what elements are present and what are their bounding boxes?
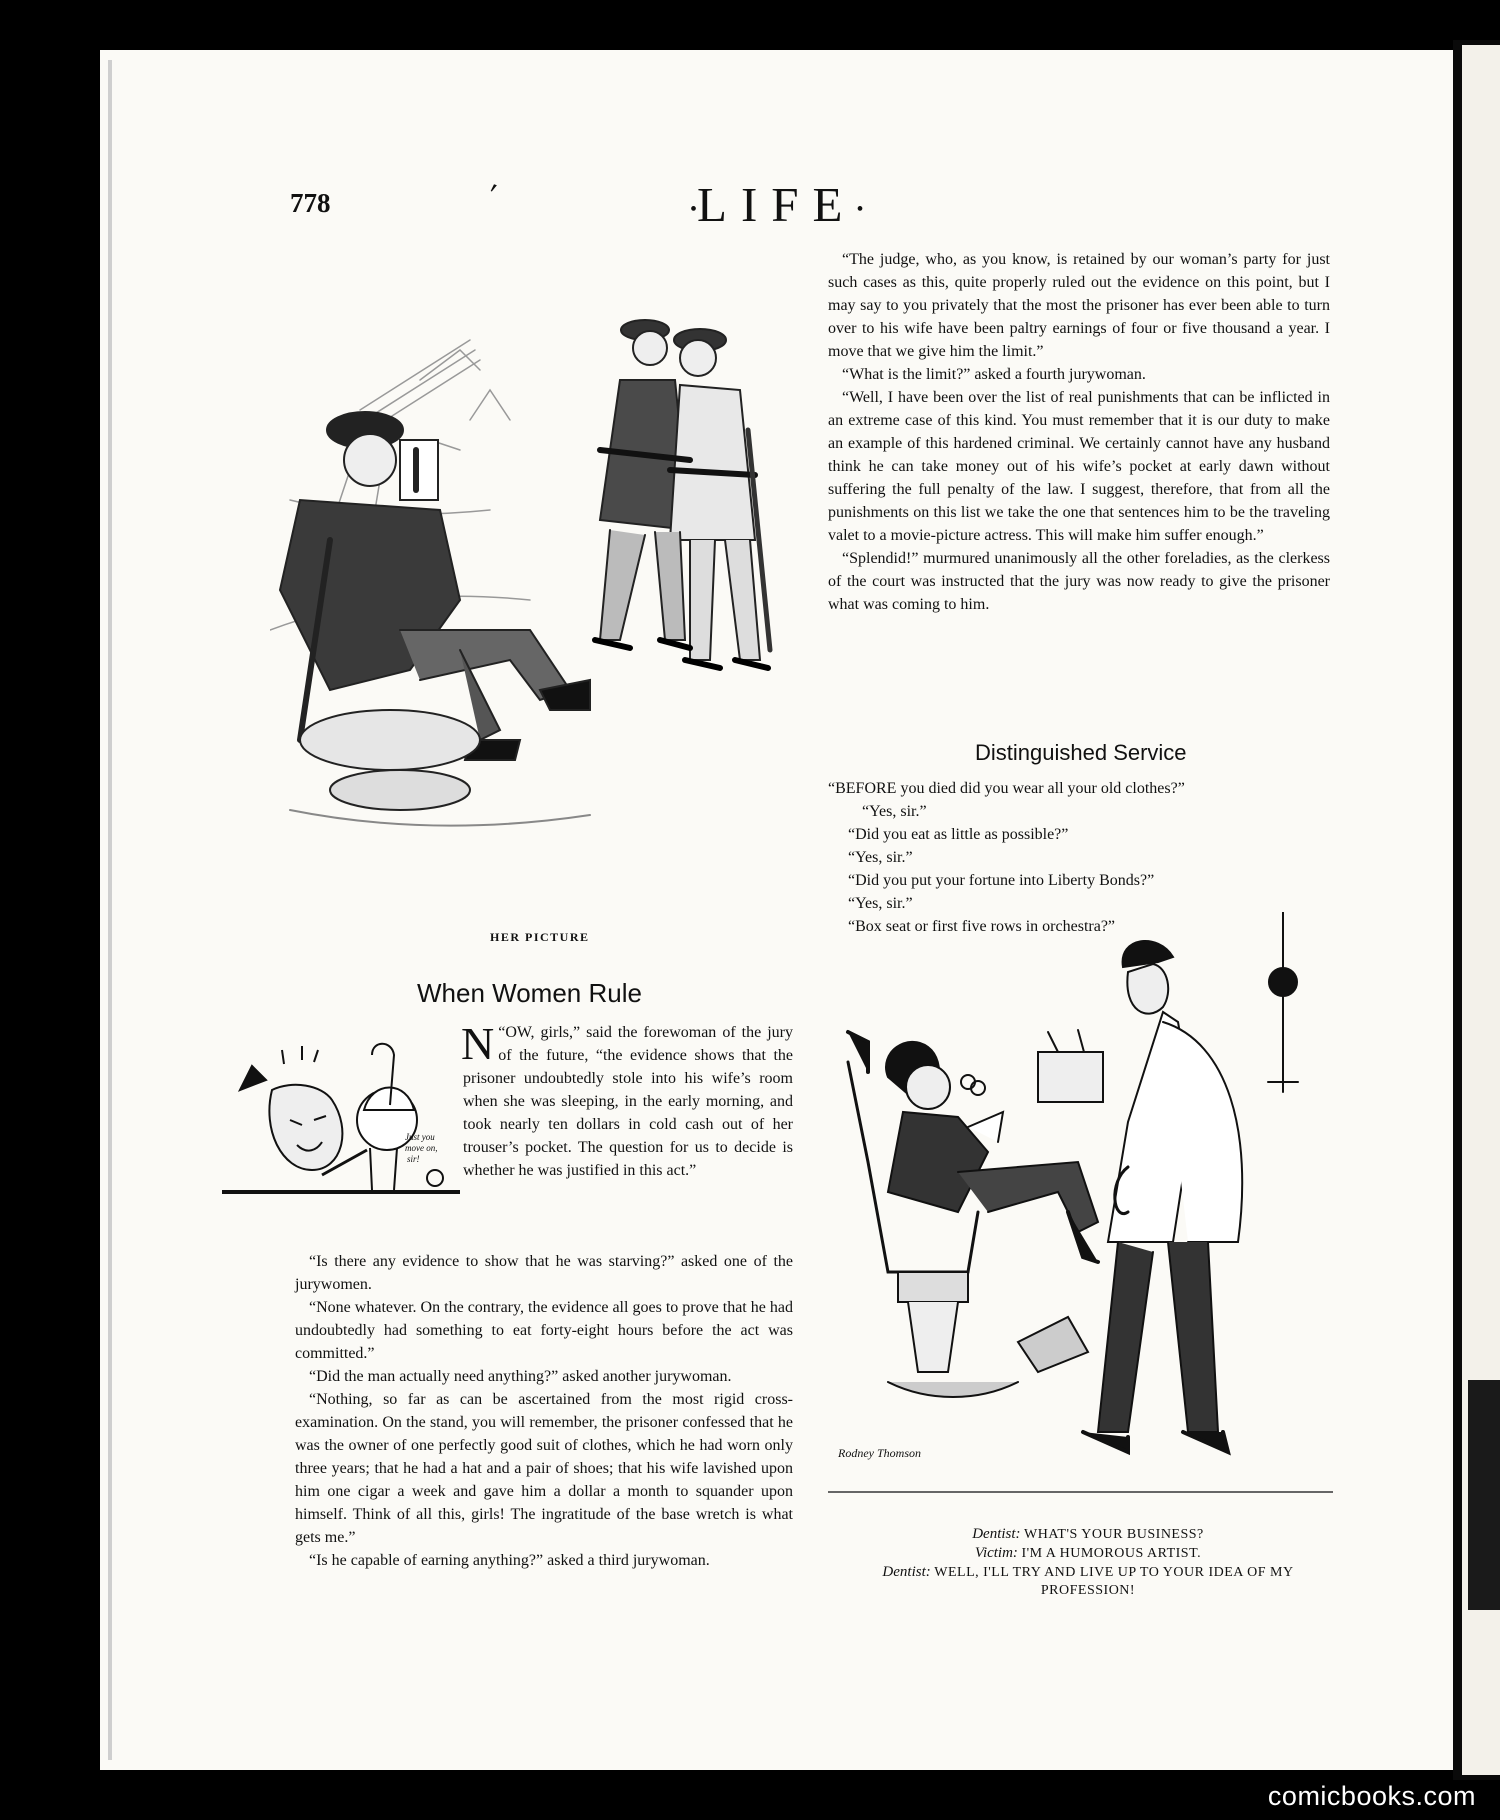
article-1-continued <box>828 248 1330 616</box>
dentist-illustration <box>828 912 1333 1512</box>
dialog-line: “Did you eat as little as possible?” <box>848 826 1069 843</box>
dialog-line: “Yes, sir.” <box>848 895 913 912</box>
continued-paragraph: “The judge, who, as you know, is retained by our woman’s party for just such cases as this, quite properly ruled out the evidence on this point, but I may say to you privately that the most the prisoner has ever been able to turn over to his wife have been paltry earnings of four or five thousand a year. I move that we give him the limit.” <box>828 251 1330 360</box>
caption-text: WHAT'S YOUR BUSINESS? <box>1024 1527 1204 1542</box>
opening-quote: “ <box>498 1024 506 1041</box>
top-illustration-caption: HER PICTURE <box>490 930 590 944</box>
dialog-line: “Did you put your fortune into Liberty Bonds?” <box>848 872 1155 889</box>
article-1-opening <box>461 1018 793 1182</box>
article-1-paragraph: “Is there any evidence to show that he was starving?” asked one of the jurywomen. <box>295 1253 793 1293</box>
masthead <box>690 176 863 233</box>
cartoon-speech-line-3: sir! <box>407 1154 420 1164</box>
seated-soldier <box>280 412 590 826</box>
caption-speaker: Dentist: <box>882 1564 931 1580</box>
dentist-caption <box>838 1525 1338 1600</box>
caption-speaker: Dentist: <box>972 1526 1021 1542</box>
artist-signature: Rodney Thomson <box>838 1446 921 1460</box>
continued-paragraph: “What is the limit?” asked a fourth jurywoman. <box>842 366 1146 383</box>
article-1-opening-text: OW, girls,” said the forewoman of the jury of the future, “the evidence shows that the prisoner undoubtedly stole into his wife’s room when she was sleeping, in the early morning, and took nearly ten dollars in cold cash out of her trouser’s pocket. The question for us to decide is whether he was justified in this act.” <box>463 1024 793 1179</box>
masthead-dot-right: • <box>856 198 864 221</box>
facing-page-shadow <box>1468 1380 1500 1610</box>
page-number: 778 <box>290 188 331 218</box>
watermark: comicbooks.com <box>1267 1781 1476 1811</box>
article-1-paragraph: “Did the man actually need anything?” asked another jurywoman. <box>309 1368 732 1385</box>
article-1-paragraph: “Is he capable of earning anything?” asked a third jurywoman. <box>309 1552 710 1569</box>
dialog-line: “Box seat or first five rows in orchestra?” <box>848 918 1116 935</box>
dentist-figure <box>1083 941 1242 1452</box>
caption-speaker: Victim: <box>974 1545 1018 1561</box>
jury-cartoon <box>222 1030 460 1196</box>
continued-paragraph: “Well, I have been over the list of real punishments that can be inflicted in an extreme case of this kind. You must remember that it is our duty to make an example of this hardened criminal. We certainly cannot have any husband think he can take money out of his wife’s pocket at early dawn without suffering the full penalty of the law. I suggest, therefore, that from all the punishments on this list we take the one that sentences him to be the traveling valet to a movie-picture actress. This will make him suffer enough.” <box>828 389 1330 544</box>
caption-line-1 <box>838 1525 1338 1544</box>
article-1-paragraph: “None whatever. On the contrary, the evidence all goes to prove that he had undoubtedly had something to eat forty-eight hours before the act was committed.” <box>295 1299 793 1362</box>
page-binding-line <box>108 60 112 1760</box>
caption-line-3 <box>838 1563 1338 1600</box>
article-title-distinguished-service: Distinguished Service <box>975 740 1187 765</box>
dialog-line: “Yes, sir.” <box>862 803 927 820</box>
article-1-opening-paragraph <box>461 1018 793 1182</box>
caption-text: I'M A HUMOROUS ARTIST. <box>1021 1546 1202 1561</box>
caption-text: WELL, I'LL TRY AND LIVE UP TO YOUR IDEA OF MY PROFESSION! <box>934 1565 1294 1598</box>
masthead-title: LIFE <box>697 177 857 232</box>
standing-soldiers <box>595 320 770 668</box>
article-title-when-women-rule: When Women Rule <box>417 978 642 1008</box>
soldiers-illustration <box>270 270 790 910</box>
caption-line-2 <box>838 1544 1338 1563</box>
cartoon-speech-line-1: Just you <box>405 1132 435 1142</box>
continued-paragraph: “Splendid!” murmured unanimously all the other foreladies, as the clerkess of the court was instructed that the jury was now ready to give the prisoner what was coming to him. <box>828 550 1330 613</box>
stray-ink-mark: ʹ <box>482 175 502 213</box>
dialog-line: “Yes, sir.” <box>848 849 913 866</box>
cartoon-speech-line-2: move on, <box>405 1143 438 1153</box>
article-1-body <box>295 1250 793 1572</box>
masthead-dot-left: • <box>690 198 698 221</box>
dropcap-letter: N <box>461 1018 495 1069</box>
dialog-line: “BEFORE you died did you wear all your old clothes?” <box>828 780 1185 797</box>
article-1-paragraph: “Nothing, so far as can be ascertained from the most rigid cross-examination. On the stand, you will remember, the prisoner confessed that he was the owner of one perfectly good suit of clothes, which he had worn only three years; that he had a hat and a pair of shoes; that his wife lavished upon him one cigar a week and gave him a dollar a month to squander upon himself. Think of all this, girls! The ingratitude of the base wretch is what gets me.” <box>295 1391 793 1546</box>
